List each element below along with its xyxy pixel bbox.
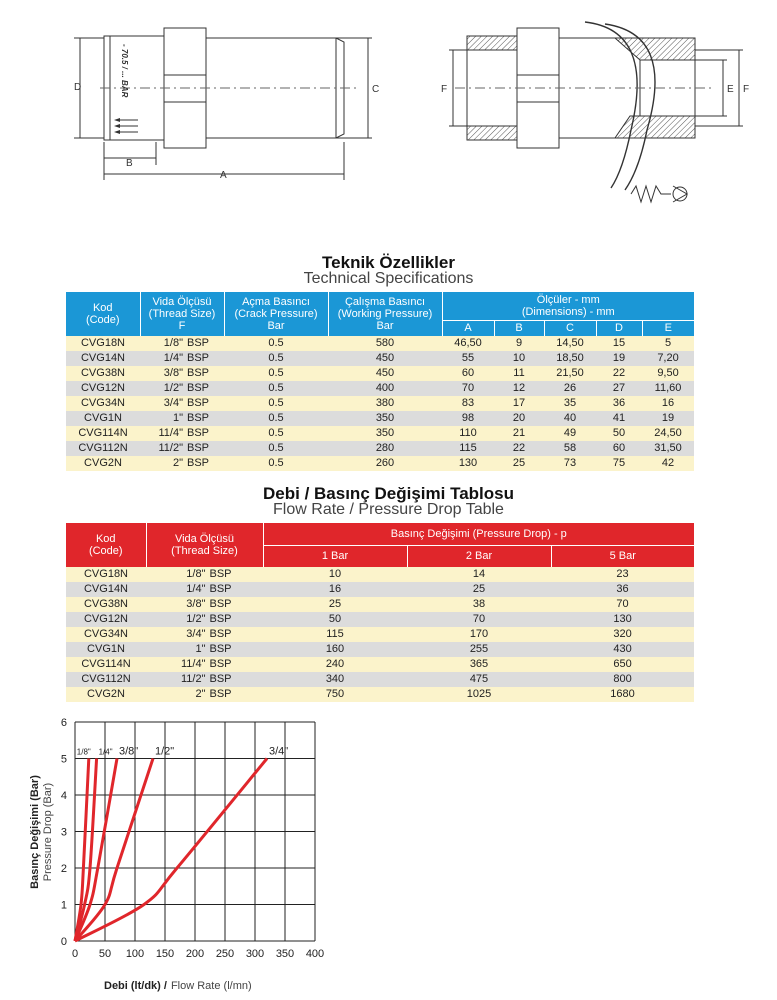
chart-x-tick-label: 300 xyxy=(245,948,265,960)
spec-header-vida xyxy=(140,292,224,336)
pressure-drop-chart xyxy=(20,712,340,996)
flow-cell-2bar: 38 xyxy=(407,597,551,612)
spec-header-dim-c: C xyxy=(544,321,596,337)
flow-row xyxy=(66,597,694,612)
spec-cell-crack: 0.5 xyxy=(224,441,328,456)
flow-cell-5bar: 650 xyxy=(551,657,694,672)
chart-x-tick-label: 0 xyxy=(71,948,79,960)
flow-cell-5bar: 70 xyxy=(551,597,694,612)
flow-header-kod-en: (Code) xyxy=(88,545,123,557)
thread-unit: BSP xyxy=(209,613,232,625)
spec-header-olculer-tr: Ölçüler - mm xyxy=(536,294,600,306)
spec-cell-c: 58 xyxy=(544,441,596,456)
spec-header-kod xyxy=(66,292,140,336)
spec-cell-c: 21,50 xyxy=(544,366,596,381)
spec-cell-work: 450 xyxy=(328,366,442,381)
spec-cell-a: 46,50 xyxy=(442,336,494,351)
flow-cell-1bar: 115 xyxy=(263,627,407,642)
spec-header-kod-tr: Kod xyxy=(92,302,113,314)
spec-row xyxy=(66,351,694,366)
chart-x-tick-label: 50 xyxy=(98,948,112,960)
thread-size: 3/8" xyxy=(163,367,183,379)
flow-cell-code: CVG38N xyxy=(66,597,146,612)
spec-cell-size xyxy=(140,426,224,441)
flow-row xyxy=(66,567,694,582)
spec-cell-e: 7,20 xyxy=(642,351,694,366)
thread-size: 3/4" xyxy=(163,397,183,409)
flow-cell-5bar: 800 xyxy=(551,672,694,687)
spec-cell-size xyxy=(140,441,224,456)
spec-cell-c: 49 xyxy=(544,426,596,441)
flow-row xyxy=(66,657,694,672)
spec-cell-work: 350 xyxy=(328,426,442,441)
dim-label-f-left: F xyxy=(441,84,448,95)
flow-cell-size xyxy=(146,597,263,612)
spec-row xyxy=(66,336,694,351)
chart-x-tick-label: 250 xyxy=(215,948,235,960)
thread-unit: BSP xyxy=(209,598,232,610)
flow-cell-2bar: 365 xyxy=(407,657,551,672)
spec-cell-c: 26 xyxy=(544,381,596,396)
spec-cell-code: CVG38N xyxy=(66,366,140,381)
spec-cell-size xyxy=(140,411,224,426)
chart-series-label: 3/4" xyxy=(269,745,289,758)
chart-y-tick-label: 6 xyxy=(60,717,67,729)
spec-cell-code: CVG34N xyxy=(66,396,140,411)
flow-header-basinc: Basınç Değişimi (Pressure Drop) - p xyxy=(263,523,694,546)
spec-cell-d: 15 xyxy=(596,336,642,351)
thread-unit: BSP xyxy=(186,337,209,349)
spec-cell-e: 42 xyxy=(642,456,694,471)
thread-size: 1/4" xyxy=(163,352,183,364)
flow-cell-size xyxy=(146,582,263,597)
spec-cell-crack: 0.5 xyxy=(224,366,328,381)
spec-cell-d: 19 xyxy=(596,351,642,366)
spec-header-calisma xyxy=(328,292,442,336)
flow-cell-1bar: 160 xyxy=(263,642,407,657)
spec-cell-e: 9,50 xyxy=(642,366,694,381)
flow-cell-2bar: 70 xyxy=(407,612,551,627)
spec-cell-a: 70 xyxy=(442,381,494,396)
flow-header-kod-tr: Kod xyxy=(95,533,116,545)
spec-cell-crack: 0.5 xyxy=(224,396,328,411)
spec-cell-a: 130 xyxy=(442,456,494,471)
spec-cell-work: 580 xyxy=(328,336,442,351)
flow-header-kod xyxy=(66,523,146,567)
spec-header-dim-d: D xyxy=(596,321,642,337)
thread-size: 11/2" xyxy=(180,673,206,685)
spec-cell-c: 18,50 xyxy=(544,351,596,366)
flow-cell-2bar: 475 xyxy=(407,672,551,687)
chart-x-tick-label: 200 xyxy=(185,948,205,960)
thread-size: 1/4" xyxy=(186,583,206,595)
spec-title-tr: Teknik Özellikler xyxy=(322,253,455,272)
chart-y-tick-label: 0 xyxy=(60,936,67,948)
spec-cell-a: 55 xyxy=(442,351,494,366)
flow-cell-size xyxy=(146,627,263,642)
flow-cell-2bar: 255 xyxy=(407,642,551,657)
chart-x-axis-label xyxy=(104,980,252,992)
spec-cell-b: 25 xyxy=(494,456,544,471)
thread-unit: BSP xyxy=(186,442,209,454)
spec-row xyxy=(66,381,694,396)
chart-y-tick-label: 3 xyxy=(60,826,67,839)
flow-cell-code: CVG14N xyxy=(66,582,146,597)
flow-row xyxy=(66,642,694,657)
spec-cell-work: 450 xyxy=(328,351,442,366)
thread-size: 3/4" xyxy=(186,628,206,640)
spec-cell-size xyxy=(140,456,224,471)
flow-row xyxy=(66,672,694,687)
spec-row xyxy=(66,426,694,441)
spec-cell-code: CVG1N xyxy=(66,411,140,426)
flow-row xyxy=(66,627,694,642)
technical-drawing-right xyxy=(435,20,755,220)
thread-size: 2" xyxy=(172,457,183,469)
thread-size: 1" xyxy=(195,643,206,655)
flow-cell-5bar: 1680 xyxy=(551,687,694,702)
spec-header-acma-tr: Açma Basıncı xyxy=(242,296,310,308)
spec-header-acma-en: (Crack Pressure) xyxy=(234,308,318,320)
flow-cell-code: CVG114N xyxy=(66,657,146,672)
spec-cell-d: 27 xyxy=(596,381,642,396)
chart-series-label: 1/2" xyxy=(155,745,175,758)
thread-unit: BSP xyxy=(186,427,209,439)
spec-cell-code: CVG12N xyxy=(66,381,140,396)
spec-cell-crack: 0.5 xyxy=(224,426,328,441)
spec-cell-d: 36 xyxy=(596,396,642,411)
flow-header-2bar: 2 Bar xyxy=(407,546,551,568)
flow-cell-code: CVG12N xyxy=(66,612,146,627)
flow-cell-5bar: 320 xyxy=(551,627,694,642)
dim-label-c: C xyxy=(372,84,380,95)
flow-header-1bar: 1 Bar xyxy=(263,546,407,568)
thread-size: 1/8" xyxy=(186,568,206,580)
pressure-marking: - 70.5 / ... BAR xyxy=(120,44,129,98)
spec-cell-crack: 0.5 xyxy=(224,351,328,366)
spec-header-dim-b: B xyxy=(494,321,544,337)
spec-cell-d: 41 xyxy=(596,411,642,426)
spec-row xyxy=(66,441,694,456)
spec-cell-d: 75 xyxy=(596,456,642,471)
thread-unit: BSP xyxy=(209,673,232,685)
flow-cell-5bar: 36 xyxy=(551,582,694,597)
spec-cell-size xyxy=(140,366,224,381)
spec-table xyxy=(66,292,694,471)
spec-header-dim-a: A xyxy=(442,321,494,337)
flow-cell-size xyxy=(146,642,263,657)
chart-x-tick-label: 100 xyxy=(125,948,145,960)
flow-table xyxy=(66,523,694,702)
flow-row xyxy=(66,687,694,702)
spec-cell-b: 10 xyxy=(494,351,544,366)
spec-cell-e: 16 xyxy=(642,396,694,411)
spec-cell-e: 11,60 xyxy=(642,381,694,396)
thread-unit: BSP xyxy=(186,457,209,469)
flow-cell-1bar: 16 xyxy=(263,582,407,597)
spec-cell-size xyxy=(140,396,224,411)
dim-label-d: D xyxy=(74,82,82,93)
spec-cell-d: 22 xyxy=(596,366,642,381)
flow-cell-2bar: 170 xyxy=(407,627,551,642)
flow-header-vida-en: (Thread Size) xyxy=(171,545,238,557)
spec-title-en: Technical Specifications xyxy=(303,270,474,287)
chart-x-tick-label: 400 xyxy=(305,948,325,960)
spec-cell-d: 50 xyxy=(596,426,642,441)
flow-row xyxy=(66,582,694,597)
chart-series-line xyxy=(75,759,267,942)
spec-header-calisma-en: (Working Pressure) xyxy=(337,308,433,320)
thread-size: 1/2" xyxy=(186,613,206,625)
flow-header-vida xyxy=(146,523,263,567)
spec-cell-code: CVG114N xyxy=(66,426,140,441)
flow-cell-size xyxy=(146,657,263,672)
flow-cell-code: CVG2N xyxy=(66,687,146,702)
chart-x-tick-label: 350 xyxy=(275,948,295,960)
spec-cell-a: 110 xyxy=(442,426,494,441)
dim-label-a: A xyxy=(220,170,227,181)
spec-header-acma-unit: Bar xyxy=(267,320,285,332)
thread-size: 1" xyxy=(172,412,183,424)
spec-cell-e: 24,50 xyxy=(642,426,694,441)
dim-label-e: E xyxy=(727,84,734,95)
chart-y-tick-label: 4 xyxy=(60,790,67,802)
flow-cell-1bar: 10 xyxy=(263,567,407,582)
thread-unit: BSP xyxy=(209,628,232,640)
spec-header-vida-en: (Thread Size) xyxy=(148,308,216,320)
spec-cell-crack: 0.5 xyxy=(224,456,328,471)
flow-cell-1bar: 240 xyxy=(263,657,407,672)
spec-header-calisma-tr: Çalışma Basıncı xyxy=(344,296,426,308)
spec-cell-c: 14,50 xyxy=(544,336,596,351)
spec-row xyxy=(66,366,694,381)
flow-title-en: Flow Rate / Pressure Drop Table xyxy=(273,501,504,518)
thread-unit: BSP xyxy=(186,382,209,394)
flow-cell-size xyxy=(146,687,263,702)
flow-cell-code: CVG18N xyxy=(66,567,146,582)
spec-cell-code: CVG14N xyxy=(66,351,140,366)
flow-cell-1bar: 50 xyxy=(263,612,407,627)
chart-x-axis-label-en: Flow Rate (l/mn) xyxy=(170,980,252,992)
thread-size: 2" xyxy=(195,688,206,700)
spec-cell-a: 60 xyxy=(442,366,494,381)
spec-row xyxy=(66,411,694,426)
spec-cell-e: 31,50 xyxy=(642,441,694,456)
flow-header-5bar: 5 Bar xyxy=(551,546,694,568)
thread-unit: BSP xyxy=(209,568,232,580)
chart-y-tick-label: 1 xyxy=(60,899,67,912)
spec-cell-b: 11 xyxy=(494,366,544,381)
chart-series-label: 3/8" xyxy=(119,745,139,758)
spec-header-calisma-unit: Bar xyxy=(376,320,394,332)
flow-title-tr: Debi / Basınç Değişimi Tablosu xyxy=(263,484,514,503)
thread-unit: BSP xyxy=(209,658,232,670)
spec-cell-size xyxy=(140,381,224,396)
flow-cell-5bar: 23 xyxy=(551,567,694,582)
spec-cell-work: 350 xyxy=(328,411,442,426)
spec-cell-code: CVG112N xyxy=(66,441,140,456)
spec-cell-crack: 0.5 xyxy=(224,381,328,396)
spec-cell-work: 260 xyxy=(328,456,442,471)
spec-cell-b: 9 xyxy=(494,336,544,351)
spec-cell-c: 73 xyxy=(544,456,596,471)
spec-cell-b: 22 xyxy=(494,441,544,456)
spec-cell-size xyxy=(140,351,224,366)
spec-header-vida-unit: F xyxy=(178,320,186,332)
thread-size: 1/2" xyxy=(163,382,183,394)
flow-cell-2bar: 1025 xyxy=(407,687,551,702)
thread-size: 11/4" xyxy=(180,658,206,670)
spec-cell-b: 21 xyxy=(494,426,544,441)
flow-cell-1bar: 340 xyxy=(263,672,407,687)
flow-cell-1bar: 25 xyxy=(263,597,407,612)
spec-cell-code: CVG2N xyxy=(66,456,140,471)
flow-cell-1bar: 750 xyxy=(263,687,407,702)
flow-cell-code: CVG112N xyxy=(66,672,146,687)
flow-cell-size xyxy=(146,612,263,627)
spec-cell-code: CVG18N xyxy=(66,336,140,351)
thread-size: 11/4" xyxy=(158,427,183,439)
flow-cell-5bar: 130 xyxy=(551,612,694,627)
spec-cell-a: 115 xyxy=(442,441,494,456)
flow-cell-code: CVG34N xyxy=(66,627,146,642)
chart-y-tick-label: 5 xyxy=(60,753,67,766)
flow-cell-5bar: 430 xyxy=(551,642,694,657)
spec-cell-work: 280 xyxy=(328,441,442,456)
chart-series-label: 1/4" xyxy=(98,747,113,757)
spec-cell-b: 20 xyxy=(494,411,544,426)
flow-cell-size xyxy=(146,672,263,687)
chart-series-label: 1/8" xyxy=(76,747,91,757)
thread-size: 3/8" xyxy=(186,598,206,610)
spec-cell-c: 35 xyxy=(544,396,596,411)
thread-unit: BSP xyxy=(209,643,232,655)
thread-unit: BSP xyxy=(186,352,209,364)
flow-cell-size xyxy=(146,567,263,582)
dim-label-f-right: F xyxy=(743,84,750,95)
spec-header-dim-e: E xyxy=(642,321,694,337)
spec-header-kod-en: (Code) xyxy=(85,314,120,326)
chart-y-axis-label-tr: Basınç Değişimi (Bar) xyxy=(29,775,41,889)
spec-row xyxy=(66,456,694,471)
flow-cell-2bar: 25 xyxy=(407,582,551,597)
spec-cell-a: 98 xyxy=(442,411,494,426)
chart-y-axis-label xyxy=(29,775,41,889)
flow-cell-2bar: 14 xyxy=(407,567,551,582)
spec-cell-work: 400 xyxy=(328,381,442,396)
chart-x-tick-label: 150 xyxy=(155,948,175,960)
spec-cell-b: 12 xyxy=(494,381,544,396)
thread-unit: BSP xyxy=(186,412,209,424)
spec-cell-a: 83 xyxy=(442,396,494,411)
flow-cell-code: CVG1N xyxy=(66,642,146,657)
spec-header-olculer-en: (Dimensions) - mm xyxy=(521,306,615,318)
chart-y-axis-label-en: Pressure Drop (Bar) xyxy=(42,782,54,882)
spec-cell-crack: 0.5 xyxy=(224,336,328,351)
spec-header-olculer xyxy=(442,292,694,321)
spec-cell-c: 40 xyxy=(544,411,596,426)
spec-header-vida-tr: Vida Ölçüsü xyxy=(152,296,212,308)
spec-header-acma xyxy=(224,292,328,336)
flow-row xyxy=(66,612,694,627)
spec-cell-crack: 0.5 xyxy=(224,411,328,426)
thread-unit: BSP xyxy=(209,583,232,595)
thread-unit: BSP xyxy=(186,397,209,409)
spec-cell-size xyxy=(140,336,224,351)
dim-label-b: B xyxy=(126,158,133,169)
spec-cell-e: 19 xyxy=(642,411,694,426)
thread-size: 11/2" xyxy=(158,442,183,454)
spec-row xyxy=(66,396,694,411)
thread-unit: BSP xyxy=(209,688,232,700)
thread-size: 1/8" xyxy=(163,337,183,349)
spec-cell-b: 17 xyxy=(494,396,544,411)
spec-cell-e: 5 xyxy=(642,336,694,351)
flow-header-vida-tr: Vida Ölçüsü xyxy=(174,533,235,545)
thread-unit: BSP xyxy=(186,367,209,379)
spec-cell-d: 60 xyxy=(596,441,642,456)
chart-x-axis-label-tr: Debi (lt/dk) / xyxy=(104,980,167,992)
spec-cell-work: 380 xyxy=(328,396,442,411)
chart-y-tick-label: 2 xyxy=(60,863,67,875)
technical-drawing-left xyxy=(60,20,400,185)
